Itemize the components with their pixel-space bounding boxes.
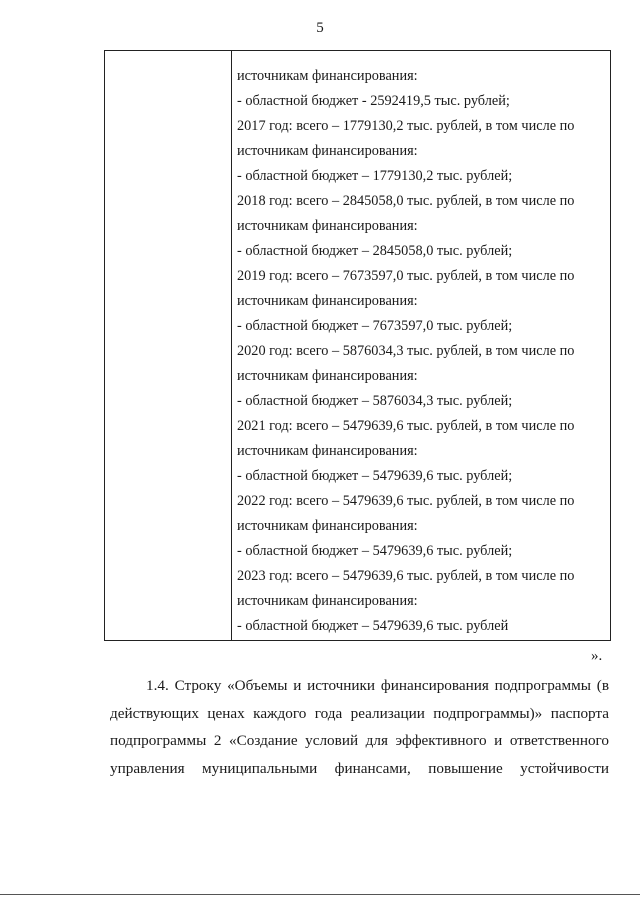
paragraph-line: подпрограммы 2 «Создание условий для эффективного и ответственного xyxy=(110,732,609,749)
table-line: источникам финансирования: xyxy=(237,68,418,84)
paragraph-line: действующих ценах каждого года реализации подпрограммы)» паспорта xyxy=(110,704,609,722)
table-line: источникам финансирования: xyxy=(237,368,418,384)
table-line: 2017 год: всего – 1779130,2 тыс. рублей, в том числе по xyxy=(237,118,575,134)
table-line: источникам финансирования: xyxy=(237,443,418,459)
table-line: - областной бюджет – 5876034,3 тыс. рублей; xyxy=(237,393,513,409)
table-line: - областной бюджет – 1779130,2 тыс. рублей; xyxy=(237,168,513,184)
table-line: 2022 год: всего – 5479639,6 тыс. рублей, в том числе по xyxy=(237,493,575,509)
table-line: источникам финансирования: xyxy=(237,218,418,234)
table-line: источникам финансирования: xyxy=(237,518,418,534)
financing-table xyxy=(104,50,611,641)
body-paragraph xyxy=(110,672,609,782)
table-line: источникам финансирования: xyxy=(237,593,418,609)
page-number: 5 xyxy=(316,20,324,36)
table-line: - областной бюджет – 5479639,6 тыс. рублей; xyxy=(237,543,513,559)
table-line: 2021 год: всего – 5479639,6 тыс. рублей, в том числе по xyxy=(237,418,575,434)
closing-quote: ». xyxy=(591,648,603,664)
table-line: - областной бюджет – 2845058,0 тыс. рублей; xyxy=(237,243,513,259)
table-column-divider xyxy=(231,51,232,640)
table-line: источникам финансирования: xyxy=(237,143,418,159)
table-line: источникам финансирования: xyxy=(237,293,418,309)
table-line: - областной бюджет - 2592419,5 тыс. рублей; xyxy=(237,93,510,109)
page-bottom-rule xyxy=(0,894,640,895)
table-line: 2018 год: всего – 2845058,0 тыс. рублей, в том числе по xyxy=(237,193,575,209)
table-line: 2019 год: всего – 7673597,0 тыс. рублей, в том числе по xyxy=(237,268,575,284)
table-line: 2020 год: всего – 5876034,3 тыс. рублей, в том числе по xyxy=(237,343,575,359)
table-line: - областной бюджет – 7673597,0 тыс. рублей; xyxy=(237,318,513,334)
table-line: 2023 год: всего – 5479639,6 тыс. рублей, в том числе по xyxy=(237,568,575,584)
paragraph-line: управления муниципальными финансами, повышение устойчивости xyxy=(110,759,609,777)
table-line: - областной бюджет – 5479639,6 тыс. рублей; xyxy=(237,468,513,484)
table-line: - областной бюджет – 5479639,6 тыс. рублей xyxy=(237,618,509,634)
financing-table-cell xyxy=(237,64,607,639)
paragraph-line: 1.4. Строку «Объемы и источники финансирования подпрограммы (в xyxy=(146,677,609,694)
